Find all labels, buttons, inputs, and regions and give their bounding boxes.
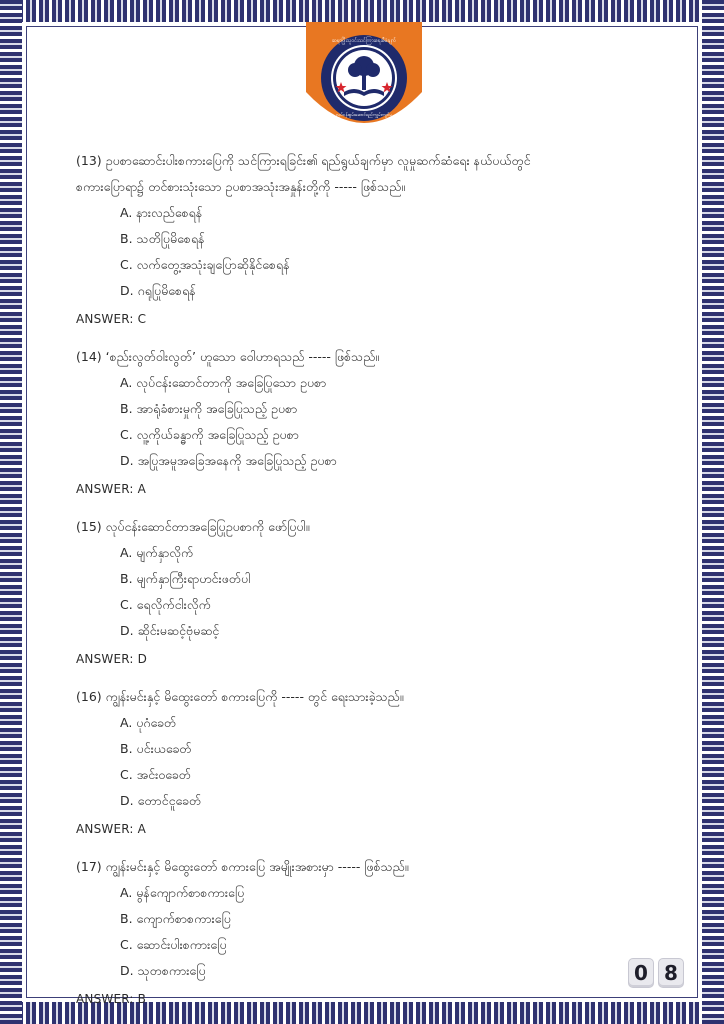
option-a: A. လုပ်ငန်းဆောင်တာကို အခြေပြုသော ဥပစာ bbox=[120, 375, 327, 390]
question-14 bbox=[76, 344, 676, 500]
option-b: B. ကျောက်စာစကားပြေ bbox=[120, 911, 231, 926]
question-text: (14) ‘စည်းလွတ်ဝါးလွတ်’ ဟူသော ဝေါဟာရသည် ----- ဖြစ်သည်။ bbox=[76, 349, 380, 364]
border-top bbox=[0, 0, 724, 22]
answer: ANSWER: D bbox=[76, 652, 148, 666]
option-c: C. ရေလိုက်ငါးလိုက် bbox=[120, 597, 211, 612]
option-b: B. အာရုံခံစားမှုကို အခြေပြုသည့် ဥပစာ bbox=[120, 401, 298, 416]
option-a: A. ပုဂံခေတ် bbox=[120, 715, 177, 730]
question-text: (16) ကျွန်းမင်းနှင့် မိထွေးတော် စကားပြေကို ----- တွင် ရေးသားခဲ့သည်။ bbox=[76, 689, 404, 704]
option-d: D. အပြုအမူအခြေအနေကို အခြေပြုသည့် ဥပစာ bbox=[120, 453, 337, 468]
option-d: D. ဆိုင်းမဆင့်ဗုံမဆင့် bbox=[120, 623, 220, 638]
border-right bbox=[702, 0, 724, 1024]
answer: ANSWER: C bbox=[76, 312, 147, 326]
question-text: (13) ဥပစာဆောင်းပါးစကားပြေကို သင်ကြားရခြင်း၏ ရည်ရွယ်ချက်မှာ လူမှုဆက်ဆံရေး နယ်ပယ်တွင် bbox=[76, 153, 531, 168]
question-16 bbox=[76, 684, 676, 840]
question-text-cont: စကားပြောရာ၌ တင်စားသုံးသော ဥပစာအသုံးအနှုန်းတို့ကို ----- ဖြစ်သည်။ bbox=[76, 179, 406, 194]
option-b: B. သတိပြုမိစေရန် bbox=[120, 231, 205, 246]
option-a: A. မွန်ကျောက်စာစကားပြေ bbox=[120, 885, 245, 900]
option-d: D. ဂရုပြုမိစေရန် bbox=[120, 283, 196, 298]
answer: ANSWER: A bbox=[76, 822, 147, 836]
logo-emblem-icon bbox=[306, 22, 422, 134]
option-b: B. ပင်းယခေတ် bbox=[120, 741, 192, 756]
page-number-digit: 0 bbox=[628, 958, 654, 988]
page-number-digit: 8 bbox=[658, 958, 684, 988]
option-d: D. တောင်ငူခေတ် bbox=[120, 793, 202, 808]
question-text: (17) ကျွန်းမင်းနှင့် မိထွေးတော် စကားပြေ အမျိုးအစားမှာ ----- ဖြစ်သည်။ bbox=[76, 859, 409, 874]
question-15 bbox=[76, 514, 676, 670]
option-c: C. အင်းဝခေတ် bbox=[120, 767, 191, 782]
question-17 bbox=[76, 854, 676, 1010]
option-c: C. ဆောင်းပါးစကားပြေ bbox=[120, 937, 227, 952]
option-c: C. လူ့ကိုယ်ခန္ဓာကို အခြေပြုသည့် ဥပစာ bbox=[120, 427, 299, 442]
option-a: A. နားလည်စေရန် bbox=[120, 205, 203, 220]
question-text: (15) လုပ်ငန်းဆောင်တာအခြေပြုဥပစာကို ဖော်ပြပါ။ bbox=[76, 519, 310, 534]
answer: ANSWER: A bbox=[76, 482, 147, 496]
option-b: B. မျက်နှာကြီးရာဟင်းဖတ်ပါ bbox=[120, 571, 251, 586]
logo bbox=[306, 22, 422, 134]
svg-text:ဆရာဖြိုးသူဝင်းသင်ကြားရေးစီမံချ: ဆရာဖြိုးသူဝင်းသင်ကြားရေးစီမံချက် bbox=[331, 38, 397, 44]
option-a: A. မျက်နှာလိုက် bbox=[120, 545, 194, 560]
page-number bbox=[628, 958, 684, 988]
answer: ANSWER: B bbox=[76, 992, 147, 1006]
question-13 bbox=[76, 148, 676, 330]
option-d: D. သုတစကားပြေ bbox=[120, 963, 206, 978]
border-left bbox=[0, 0, 22, 1024]
option-c: C. လက်တွေ့အသုံးချပြောဆိုနိုင်စေရန် bbox=[120, 257, 290, 272]
question-list bbox=[76, 148, 676, 1024]
svg-text:လုပ်ငန်းစွမ်းဆောင်ရည်ကျွမ်းကျင: လုပ်ငန်းစွမ်းဆောင်ရည်ကျွမ်းကျင်မှု bbox=[336, 113, 392, 118]
